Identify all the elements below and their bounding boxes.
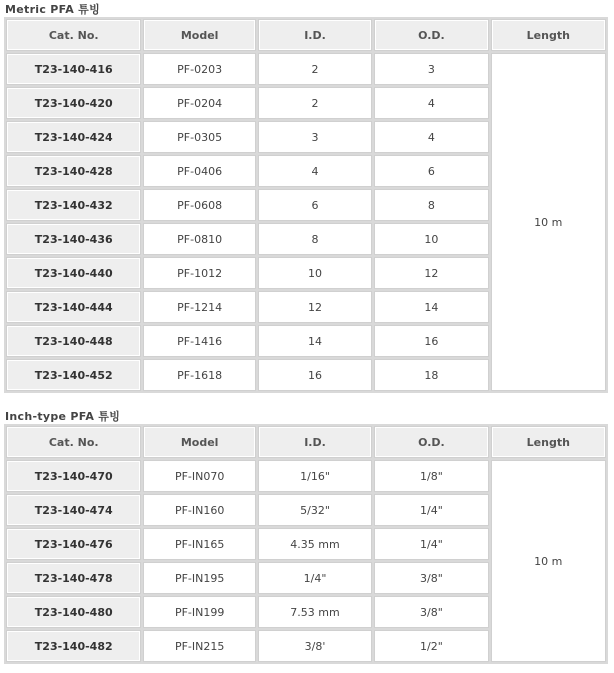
id-cell: 1/16" xyxy=(258,460,372,492)
model-cell: PF-IN215 xyxy=(143,630,255,662)
header-model: Model xyxy=(143,426,255,458)
model-cell: PF-0810 xyxy=(143,223,255,255)
od-cell: 12 xyxy=(374,257,488,289)
id-cell: 6 xyxy=(258,189,372,221)
model-cell: PF-1416 xyxy=(143,325,255,357)
id-cell: 7.53 mm xyxy=(258,596,372,628)
od-cell: 3/8" xyxy=(374,596,488,628)
header-length: Length xyxy=(491,426,606,458)
cat-no-cell: T23-140-474 xyxy=(6,494,141,526)
od-cell: 10 xyxy=(374,223,488,255)
od-cell: 4 xyxy=(374,87,488,119)
od-cell: 1/4" xyxy=(374,494,488,526)
id-cell: 16 xyxy=(258,359,372,391)
od-cell: 6 xyxy=(374,155,488,187)
header-id: I.D. xyxy=(258,19,372,51)
cat-no-cell: T23-140-476 xyxy=(6,528,141,560)
id-cell: 3/8' xyxy=(258,630,372,662)
cat-no-cell: T23-140-428 xyxy=(6,155,141,187)
model-cell: PF-IN199 xyxy=(143,596,255,628)
inch-table xyxy=(4,424,608,664)
model-cell: PF-1012 xyxy=(143,257,255,289)
table-header-row xyxy=(6,19,606,51)
cat-no-cell: T23-140-470 xyxy=(6,460,141,492)
inch-section-title: Inch-type PFA 튜빙 xyxy=(5,410,121,423)
cat-no-cell: T23-140-444 xyxy=(6,291,141,323)
header-od: O.D. xyxy=(374,426,488,458)
od-cell: 3/8" xyxy=(374,562,488,594)
length-cell: 10 m xyxy=(491,53,606,391)
od-cell: 1/4" xyxy=(374,528,488,560)
cat-no-cell: T23-140-420 xyxy=(6,87,141,119)
id-cell: 10 xyxy=(258,257,372,289)
model-cell: PF-1214 xyxy=(143,291,255,323)
id-cell: 5/32" xyxy=(258,494,372,526)
id-cell: 4.35 mm xyxy=(258,528,372,560)
cat-no-cell: T23-140-478 xyxy=(6,562,141,594)
cat-no-cell: T23-140-482 xyxy=(6,630,141,662)
od-cell: 1/2" xyxy=(374,630,488,662)
model-cell: PF-1618 xyxy=(143,359,255,391)
model-cell: PF-IN165 xyxy=(143,528,255,560)
id-cell: 3 xyxy=(258,121,372,153)
od-cell: 3 xyxy=(374,53,488,85)
od-cell: 18 xyxy=(374,359,488,391)
cat-no-cell: T23-140-440 xyxy=(6,257,141,289)
header-model: Model xyxy=(143,19,255,51)
model-cell: PF-IN160 xyxy=(143,494,255,526)
cat-no-cell: T23-140-432 xyxy=(6,189,141,221)
cat-no-cell: T23-140-416 xyxy=(6,53,141,85)
header-length: Length xyxy=(491,19,606,51)
metric-table xyxy=(4,17,608,393)
length-cell: 10 m xyxy=(491,460,606,662)
cat-no-cell: T23-140-436 xyxy=(6,223,141,255)
id-cell: 14 xyxy=(258,325,372,357)
od-cell: 8 xyxy=(374,189,488,221)
model-cell: PF-0204 xyxy=(143,87,255,119)
cat-no-cell: T23-140-480 xyxy=(6,596,141,628)
od-cell: 16 xyxy=(374,325,488,357)
od-cell: 4 xyxy=(374,121,488,153)
header-od: O.D. xyxy=(374,19,488,51)
table-row xyxy=(6,460,606,492)
id-cell: 2 xyxy=(258,87,372,119)
id-cell: 12 xyxy=(258,291,372,323)
id-cell: 1/4" xyxy=(258,562,372,594)
id-cell: 4 xyxy=(258,155,372,187)
id-cell: 2 xyxy=(258,53,372,85)
model-cell: PF-IN070 xyxy=(143,460,255,492)
model-cell: PF-0406 xyxy=(143,155,255,187)
id-cell: 8 xyxy=(258,223,372,255)
header-id: I.D. xyxy=(258,426,372,458)
model-cell: PF-0203 xyxy=(143,53,255,85)
od-cell: 1/8" xyxy=(374,460,488,492)
table-row xyxy=(6,53,606,85)
model-cell: PF-IN195 xyxy=(143,562,255,594)
metric-section-title: Metric PFA 튜빙 xyxy=(5,3,101,16)
header-cat-no: Cat. No. xyxy=(6,426,141,458)
model-cell: PF-0608 xyxy=(143,189,255,221)
cat-no-cell: T23-140-448 xyxy=(6,325,141,357)
header-cat-no: Cat. No. xyxy=(6,19,141,51)
table-header-row xyxy=(6,426,606,458)
cat-no-cell: T23-140-452 xyxy=(6,359,141,391)
model-cell: PF-0305 xyxy=(143,121,255,153)
od-cell: 14 xyxy=(374,291,488,323)
cat-no-cell: T23-140-424 xyxy=(6,121,141,153)
